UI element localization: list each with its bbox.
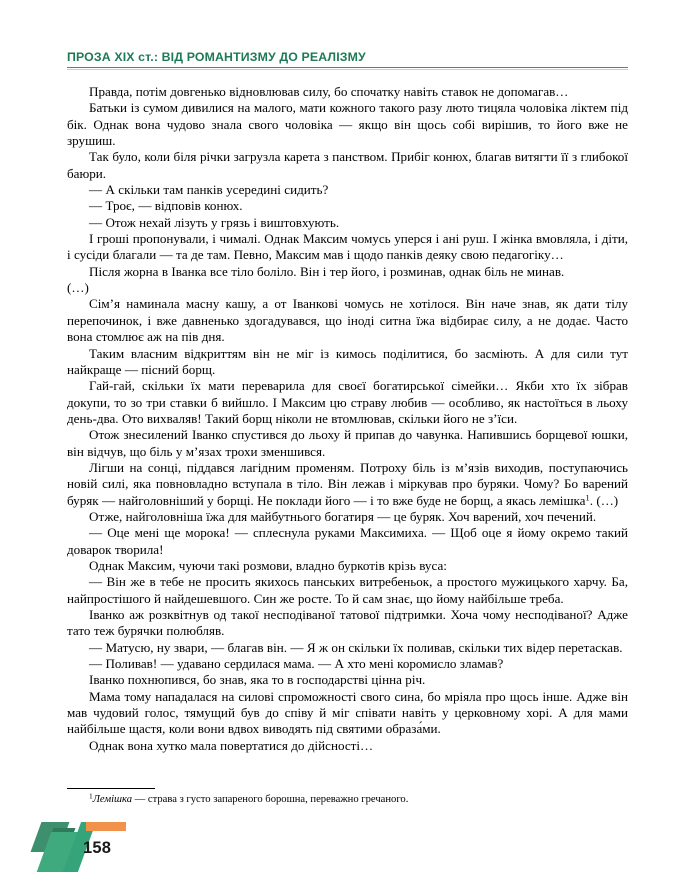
dialogue-line: — Поливав! — удавано сердилася мама. — А хто мені коромисло зламав? [89,656,504,672]
paragraph-with-footnote-ref [67,460,628,509]
running-head [67,50,628,70]
paragraph: Так було, коли біля річки загрузла карета з панством. Прибіг конюх, благав витягти її з глибокої баюри. [67,149,628,181]
dialogue-line: — Матусю, ну звари, — благав він. — Я ж он скільки їх поливав, скільки тих відер перетаскав. [89,639,623,655]
dialogue-line: — Він же в тебе не просить якихось панських витребеньок, а простого мужицького харчу. Ба, найпростішого й найдешевшого. Син же росте. То й сам знає, що йому найбільше треба. [67,574,628,606]
paragraph: І гроші пропонували, і чималі. Однак Максим чомусь уперся і ані руш. І жінка вмовляла, і діти, і сусіди благали — та де там. Певно, Максим мав і щодо панків деяку свою педагогіку… [67,231,628,263]
footnote-entry [67,793,628,806]
dialogue-line: — Отож нехай лізуть у грязь і виштовхують. [89,214,340,230]
paragraph: Однак вона хутко мала повертатися до дійсності… [89,737,374,753]
paragraph: Сім’я наминала масну кашу, а от Іванкові чомусь не хотілося. Він наче знав, як дати тілу перепочинок, і вже давненько здогадувався, що іноді ситна їжа відбирає силу, а не додає. Часто вона стомлює аж на пів дня. [67,296,628,345]
dialogue-line: — Оце мені ще морока! — сплеснула руками Максимиха. — Щоб оце я йому окремо такий доварок творила! [67,525,628,557]
ellipsis-marker: (…) [67,280,89,296]
paragraph: Таким власним відкриттям він не міг із кимось поділитися, бо засміють. А для сили тут найкраще — пісний борщ. [67,345,628,377]
header-rule-primary [67,67,628,68]
footnote-separator-rule [67,788,155,789]
paragraph: Гай-гай, скільки їх мати переварила для своєї богатирської сімейки… Якби хто їх зібрав докупи, то зо три ставки б вийшло. І Максим цю страву любив — особливо, як настоїться в льоху день-два. Ото вихваляв! Такий борщ ніколи не втомлював, скільки його не з’їси. [67,378,628,426]
paragraph: Правда, потім довгенько відновлював силу, бо спочатку навіть ставок не допомагав… [89,84,569,99]
page-number: 158 [83,839,112,857]
paragraph-text-before-ref: Лігши на сонці, піддався лагідним променям. Потроху біль із м’язів виходив, поступаючись новій силі, яка повновладно вступала в тіло. Він лежав і міркував про буряки. Чому? Бо варений буряк — найголовніший у борщі. Не поклади його — і то вже буде не борщ, а якась лемішка [67,459,628,508]
paragraph: Отож знесилений Іванко спустився до льоху й припав до чавунка. Напившись борщевої юшки, він відчув, що біль у м’язах трохи зменшився. [67,427,628,459]
paragraph: Після жорна в Іванка все тіло боліло. Він і тер його, і розминав, однак біль не минав. [89,263,565,279]
paragraph: Однак Максим, чуючи такі розмови, владно буркотів крізь вуса: [89,557,447,573]
paragraph-text-after-ref: . (…) [589,492,619,508]
page-footer [0,812,695,894]
footnote-definition: — страва з густо запареного борошна, переважно гречаного. [132,794,409,806]
paragraph: Батьки із сумом дивилися на малого, мати кожного такого разу люто тицяла чоловіка ліктем під бік. Однак вона чудово знала свого чоловіка — якщо він щось собі вирішив, то його вже не зрушиш. [67,100,628,149]
paragraph: Іванко аж розквітнув од такої несподіваної татової підтримки. Хоча чому несподіваної? Адже тато теж бурячки полюбляв. [67,607,628,639]
dialogue-line: — Троє, — відповів конюх. [89,198,243,214]
header-rule-secondary [67,69,628,70]
footnote-reference[interactable]: 1 [585,493,590,503]
paragraph: Іванко похнюпився, бо знав, яка то в господарстві цінна річ. [89,672,426,688]
dialogue-line: — А скільки там панків усередині сидить? [89,182,329,198]
body-text-column [67,84,628,754]
logo-shape-orange-bar [86,822,126,831]
paragraph: Отже, найголовніша їжа для майбутнього богатиря — це буряк. Хоч варений, хоч печений. [89,508,597,524]
running-head-title: ПРОЗА XIX ст.: ВІД РОМАНТИЗМУ ДО РЕАЛІЗМУ [67,50,366,64]
paragraph: Мама тому нападалася на силові спроможності свого сина, бо мріяла про щось інше. Адже він мав чудовий голос, тямущий був до співу й міг співати навіть у церковному хорі. А для мами найбільше щастя, коли вони вдвох виводять під святими образа́ми. [67,688,628,737]
footnote-block [67,788,628,806]
footnote-term: Лемішка [92,794,133,806]
footnote-marker: 1 [89,791,93,801]
